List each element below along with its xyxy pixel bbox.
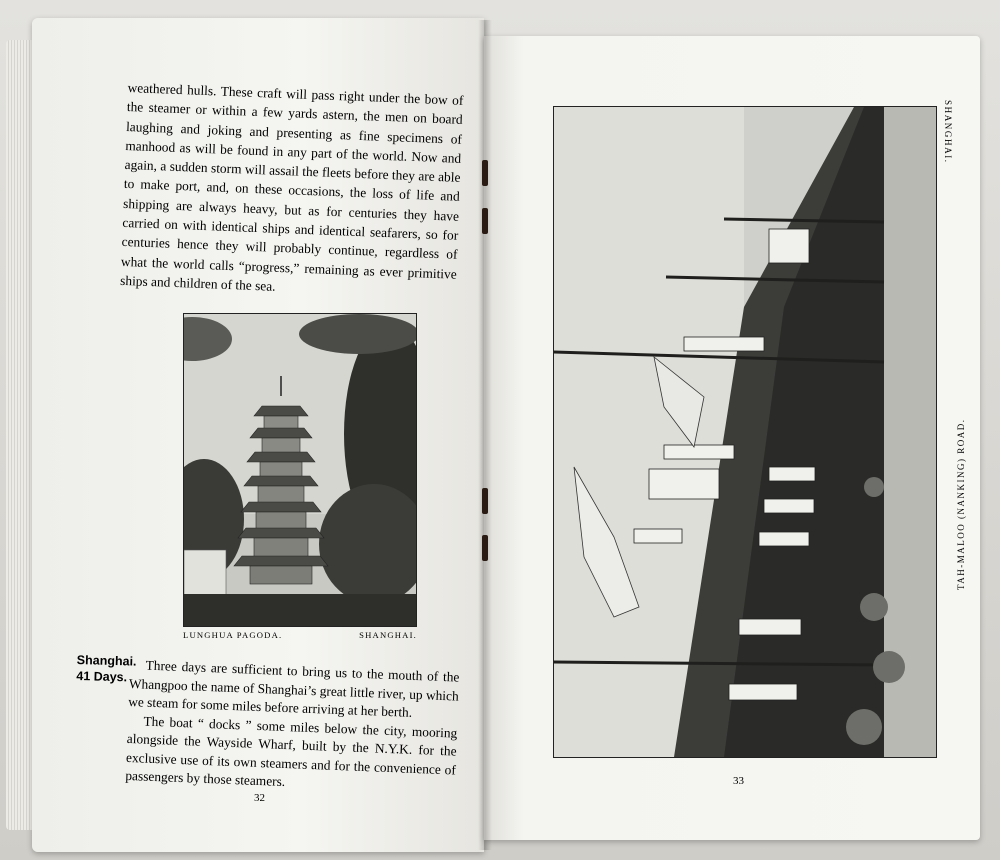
paragraph-2: Three days are sufficient to bring us to the mouth of the Whangpoo the name of Shanghai’s great little river, up which we steam for some miles before arriving at her berth. [127, 657, 460, 720]
pagoda-caption-location: SHANGHAI. [359, 630, 417, 640]
nanking-road-photo [553, 106, 937, 758]
shanghai-section [125, 656, 460, 798]
paragraph-3: The boat “ docks ” some miles below the city, mooring alongside the Wayside Wharf, built by the N.Y.K. for the exclusive use of its own steamers and for the convenience of passengers by those steamers. [125, 713, 458, 790]
pagoda-caption-title: LUNGHUA PAGODA. [183, 630, 283, 640]
street-photo-caption: TAH-MALOO (NANKING) ROAD. [956, 418, 966, 590]
margin-heading-city: Shanghai. [76, 652, 137, 669]
page-number-left: 32 [254, 792, 265, 804]
running-header: SHANGHAI. [943, 100, 953, 164]
street-scene-illustration [554, 107, 936, 757]
paragraph-1-text: weathered hulls. These craft will pass right under the bow of the steamer or within a few yards astern, the men on board laughing and joking and presenting as fine specimens of manhood as will be found in any part of the world. Now and again, a sudden storm will assail the fleets before they are able to make port, and, on these occasions, the loss of life and shipping are always heavy, but as for centuries they have carried on with identical ships and identical seafarers, so for centuries hence they will probably continue, regardless of what the world calls “progress,” remaining as ever primitive ships and children of the sea. [119, 79, 464, 294]
pagoda-photo-caption [183, 630, 417, 640]
binding-stitch [482, 208, 488, 234]
margin-heading-days: 41 Days. [76, 668, 128, 685]
book-gutter [478, 20, 492, 850]
binding-stitch [482, 160, 488, 186]
binding-stitch [482, 535, 488, 561]
paragraph-1 [120, 78, 464, 303]
page-number-right: 33 [733, 775, 744, 787]
pagoda-illustration [184, 314, 416, 626]
binding-stitch [482, 488, 488, 514]
lunghua-pagoda-photo [183, 313, 417, 627]
